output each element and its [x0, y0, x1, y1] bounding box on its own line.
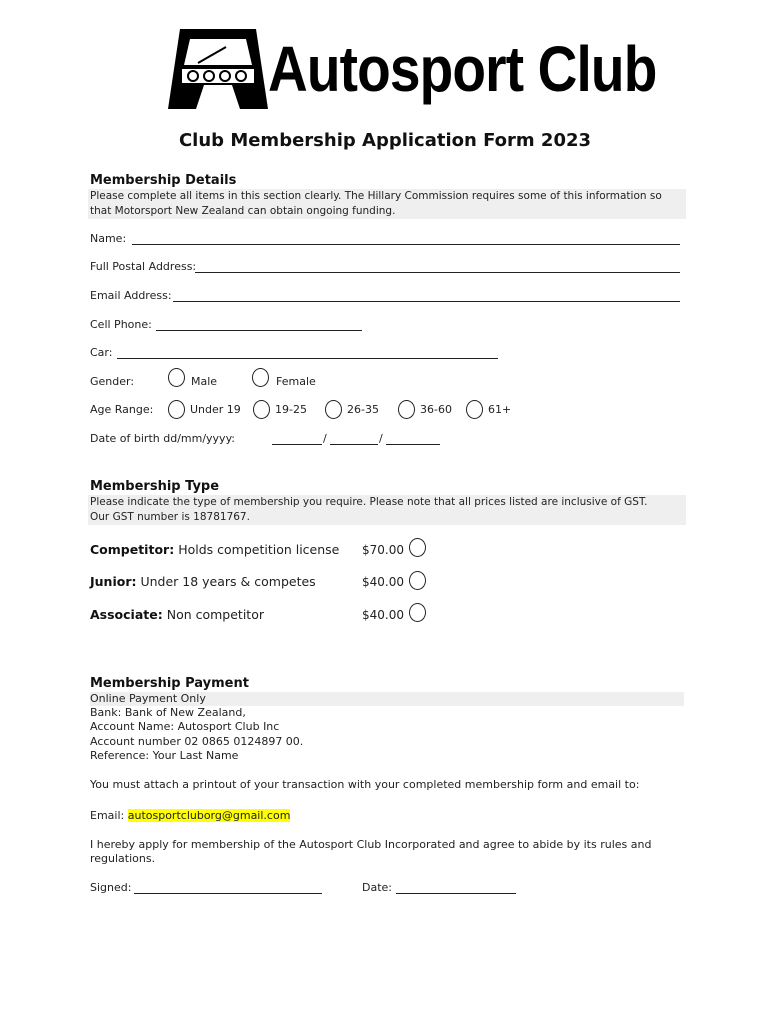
dob-year-field[interactable] — [386, 444, 440, 445]
payment-line: Bank: Bank of New Zealand, — [90, 706, 246, 720]
associate-radio[interactable] — [409, 603, 426, 622]
name-label: Name: — [90, 232, 127, 245]
membership-option-name: Competitor: — [90, 542, 175, 557]
email-line — [90, 809, 290, 823]
gender-female-radio[interactable] — [252, 368, 269, 387]
membership-type-note — [88, 495, 686, 525]
membership-details-heading: Membership Details — [90, 173, 237, 188]
membership-details-note — [88, 189, 686, 219]
age-under19-radio[interactable] — [168, 400, 185, 419]
age-61-plus-label: 61+ — [488, 403, 512, 416]
membership-type-heading: Membership Type — [90, 479, 220, 494]
membership-option-desc: Non competitor — [166, 607, 264, 622]
membership-payment-heading: Membership Payment — [90, 676, 249, 691]
junior-price: $40.00 — [362, 575, 404, 589]
cell-field[interactable] — [156, 330, 362, 331]
age-19-25-label: 19-25 — [275, 403, 307, 416]
payment-line: Reference: Your Last Name — [90, 748, 239, 762]
age-label: Age Range: — [90, 403, 154, 416]
dob-day-field[interactable] — [272, 444, 322, 445]
agreement-text — [90, 838, 690, 866]
note-line: Please indicate the type of membership you require. Please note that all prices listed are inclusive of GST. — [90, 496, 648, 508]
gender-female-label: Female — [276, 375, 316, 388]
payment-line: Account Name: Autosport Club Inc — [90, 720, 280, 734]
address-label: Full Postal Address: — [90, 260, 197, 273]
signature-field[interactable] — [134, 893, 322, 894]
gender-label: Gender: — [90, 375, 135, 388]
membership-option-desc: Holds competition license — [178, 542, 340, 557]
attach-instruction: You must attach a printout of your transaction with your completed membership form and email to: — [90, 778, 640, 791]
dob-month-field[interactable] — [330, 444, 378, 445]
agreement-line: regulations. — [90, 852, 156, 866]
email-contact-link[interactable]: autosportcluborg@gmail.com — [127, 809, 291, 822]
agreement-line: I hereby apply for membership of the Autosport Club Incorporated and agree to abide by its rules and — [90, 838, 652, 851]
dob-label: Date of birth dd/mm/yyyy: — [90, 432, 235, 445]
competitor-radio[interactable] — [409, 538, 426, 557]
membership-option-desc: Under 18 years & competes — [140, 574, 316, 589]
age-36-60-label: 36-60 — [420, 403, 452, 416]
note-line: Our GST number is 18781767. — [90, 511, 250, 523]
dob-separator: / — [379, 432, 383, 445]
car-label: Car: — [90, 346, 113, 359]
age-under19-label: Under 19 — [190, 403, 241, 416]
membership-option-name: Junior: — [90, 574, 137, 589]
car-field[interactable] — [117, 358, 498, 359]
age-19-25-radio[interactable] — [253, 400, 270, 419]
age-36-60-radio[interactable] — [398, 400, 415, 419]
dob-separator: / — [323, 432, 327, 445]
membership-option-name: Associate: — [90, 607, 163, 622]
signed-label: Signed: — [90, 881, 132, 894]
gender-male-label: Male — [191, 375, 218, 388]
payment-line: Online Payment Only — [90, 692, 684, 706]
junior-radio[interactable] — [409, 571, 426, 590]
associate-price: $40.00 — [362, 608, 404, 622]
membership-option-associate — [90, 607, 264, 622]
rally-car-emblem-icon — [168, 27, 268, 109]
note-line: Please complete all items in this section clearly. The Hillary Commission requires some of this information so — [90, 190, 662, 202]
competitor-price: $70.00 — [362, 543, 404, 557]
autosport-club-logo — [168, 27, 657, 109]
address-field[interactable] — [195, 272, 680, 273]
note-line: that Motorsport New Zealand can obtain ongoing funding. — [90, 205, 396, 217]
name-field[interactable] — [132, 244, 680, 245]
date-label: Date: — [362, 881, 392, 894]
payment-line: Account number 02 0865 0124897 00. — [90, 734, 304, 748]
logo-text: Autosport Club — [268, 33, 657, 105]
page-title: Club Membership Application Form 2023 — [178, 130, 592, 151]
membership-option-competitor — [90, 542, 339, 557]
age-26-35-label: 26-35 — [347, 403, 379, 416]
email-contact-label: Email: — [90, 809, 125, 822]
age-61-plus-radio[interactable] — [466, 400, 483, 419]
age-26-35-radio[interactable] — [325, 400, 342, 419]
date-field[interactable] — [396, 893, 516, 894]
payment-details — [88, 692, 686, 763]
cell-label: Cell Phone: — [90, 318, 152, 331]
membership-option-junior — [90, 574, 316, 589]
email-label: Email Address: — [90, 289, 172, 302]
gender-male-radio[interactable] — [168, 368, 185, 387]
email-field[interactable] — [173, 301, 680, 302]
